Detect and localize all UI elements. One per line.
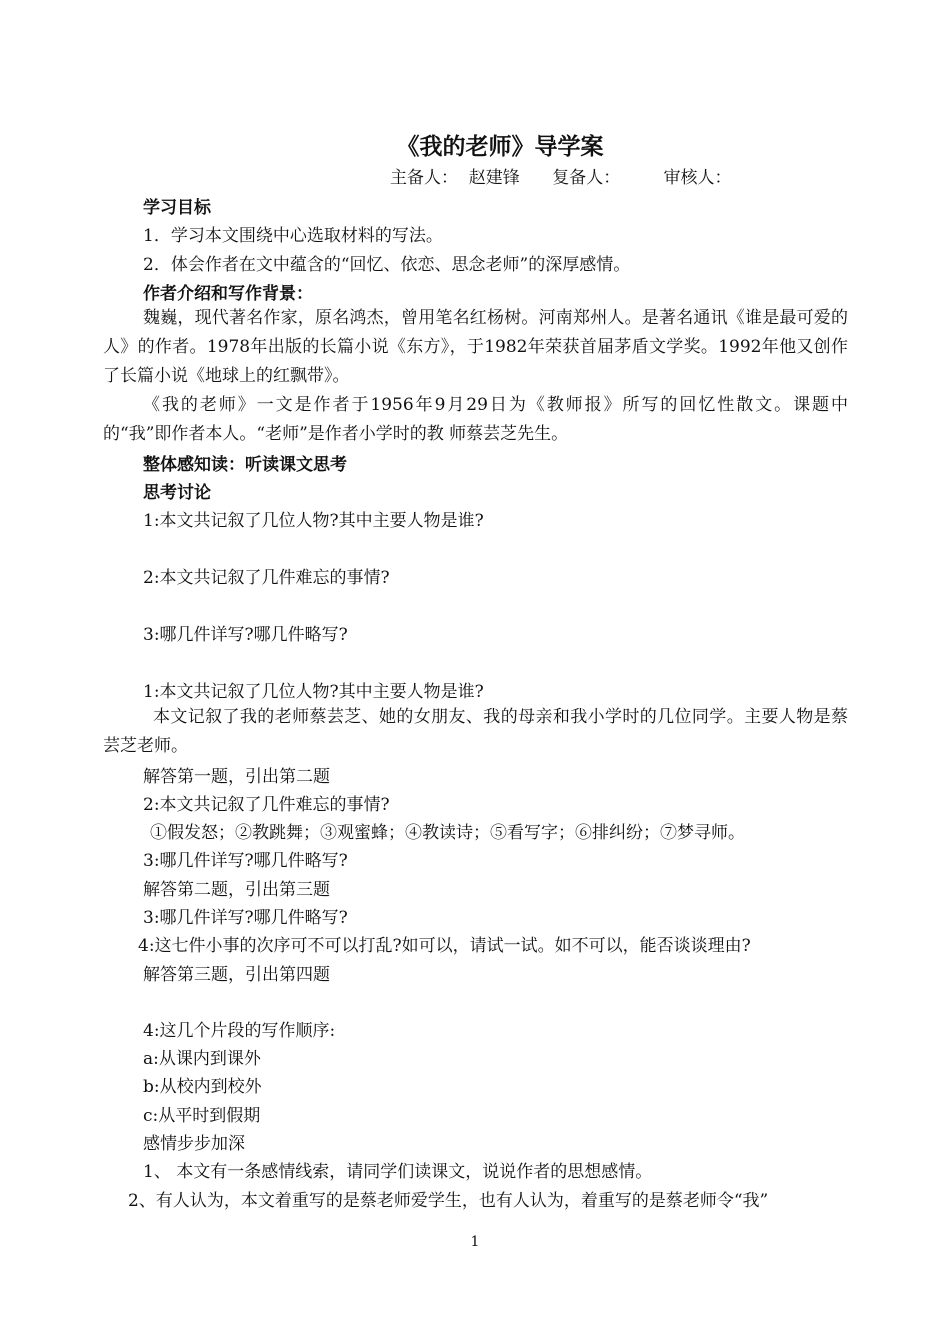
order-item-c: c:从平时到假期 (143, 1106, 261, 1126)
heading-overall: 整体感知读：听读课文思考 (143, 455, 347, 475)
question-2-repeat: 2:本文共记叙了几件难忘的事情? (143, 795, 390, 815)
question-4: 4:这七件小事的次序可不可以打乱?如可以，请试一试。如不可以，能否谈谈理由? (138, 936, 751, 956)
lead-question-3: 解答第二题，引出第三题 (143, 880, 330, 900)
question-3: 3:哪几件详写?哪几件略写? (143, 625, 348, 645)
question-2: 2:本文共记叙了几件难忘的事情? (143, 568, 390, 588)
answer-1: 本文记叙了我的老师蔡芸芝、她的女朋友、我的母亲和我小学时的几位同学。主要人物是蔡芸芝老师。 (103, 707, 848, 756)
author-line: 主备人： 赵建锋 复备人： 审核人： (390, 168, 732, 188)
lead-question-2: 解答第一题，引出第二题 (143, 767, 330, 787)
task-1: 1、 本文有一条感情线索，请同学们读课文，说说作者的思想感情。 (143, 1162, 653, 1182)
question-1-repeat: 1:本文共记叙了几位人物?其中主要人物是谁? (143, 682, 484, 702)
goal-item-2: 2．体会作者在文中蕴含的“回忆、依恋、思念老师”的深厚感情。 (143, 255, 631, 275)
goal-item-1: 1．学习本文围绕中心选取材料的写法。 (143, 226, 443, 246)
task-2: 2、有人认为，本文着重写的是蔡老师爱学生，也有人认为，着重写的是蔡老师令“我” (128, 1191, 769, 1211)
emotion-line: 感情步步加深 (143, 1134, 245, 1154)
author-paragraph-2: 《我的老师》一文是作者于1956年9月29日为《教师报》所写的回忆性散文。课题中的“我”即作者本人。“老师”是作者小学时的教 师蔡芸芝先生。 (103, 395, 848, 444)
order-item-a: a:从课内到课外 (143, 1049, 261, 1069)
heading-author-background: 作者介绍和写作背景： (143, 284, 313, 304)
heading-discuss: 思考讨论 (143, 483, 211, 503)
question-3-repeat-2: 3:哪几件详写?哪几件略写? (143, 908, 348, 928)
question-1: 1:本文共记叙了几位人物?其中主要人物是谁? (143, 511, 484, 531)
answer-2: ①假发怒；②教跳舞；③观蜜蜂；④教读诗；⑤看写字；⑥排纠纷；⑦梦寻师。 (150, 823, 745, 843)
lead-question-4: 解答第三题，引出第四题 (143, 965, 330, 985)
order-item-b: b:从校内到校外 (143, 1077, 262, 1097)
heading-goals: 学习目标 (143, 198, 211, 218)
page-number: 1 (470, 1234, 480, 1250)
author-paragraph-1: 魏巍，现代著名作家，原名鸿杰，曾用笔名红杨树。河南郑州人。是著名通讯《谁是最可爱的人》的作者。1978年出版的长篇小说《东方》，于1982年荣获首届茅盾文学奖。1992年他又创作了长篇小说《地球上的红飘带》。 (103, 308, 848, 386)
question-3-repeat: 3:哪几件详写?哪几件略写? (143, 851, 348, 871)
order-title: 4:这几个片段的写作顺序: (143, 1021, 336, 1041)
document-title: 《我的老师》导学案 (396, 134, 604, 160)
